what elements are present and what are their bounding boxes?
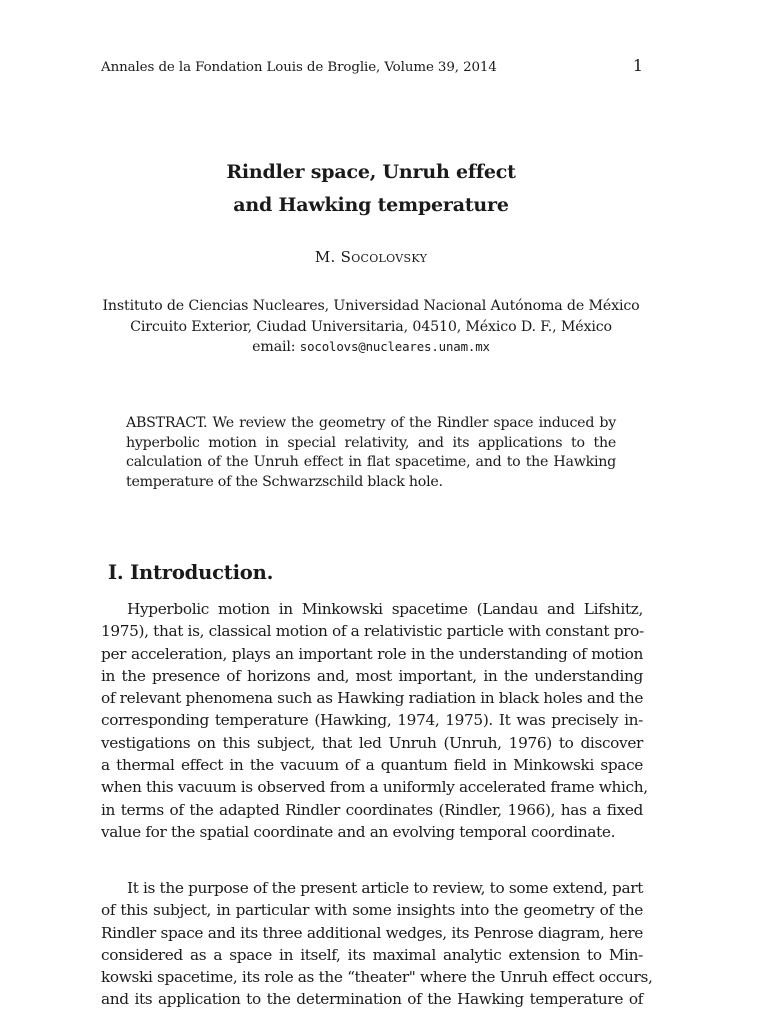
paragraph-line: when this vacuum is observed from a uniformly accelerated frame which,	[101, 778, 648, 797]
paragraph-line: corresponding temperature (Hawking, 1974, 1975). It was precisely in-	[101, 711, 643, 730]
body-paragraph-2	[101, 877, 653, 1011]
title-line-2: and Hawking temperature	[233, 194, 509, 216]
paragraph-line: per acceleration, plays an important role in the understanding of motion	[101, 644, 643, 663]
paragraph-line: kowski spacetime, its role as the “theater" where the Unruh effect occurs,	[101, 968, 653, 987]
paragraph-line: Hyperbolic motion in Minkowski spacetime (Landau and Lifshitz,	[127, 600, 643, 618]
section-heading: I. Introduction.	[108, 561, 274, 584]
journal-citation: Annales de la Fondation Louis de Broglie, Volume 39, 2014	[101, 60, 497, 75]
page-number: 1	[632, 56, 643, 75]
paragraph-line: considered as a space in itself, its maximal analytic extension to Min-	[101, 945, 643, 964]
paragraph-line: It is the purpose of the present article to review, to some extend, part	[127, 879, 644, 897]
paragraph-line: a thermal effect in the vacuum of a quantum field in Minkowski space	[101, 756, 643, 775]
email-line	[0, 337, 742, 358]
affiliation-line-2: Circuito Exterior, Ciudad Universitaria, 04510, México D. F., México	[130, 318, 612, 335]
affiliation-line-1: Instituto de Ciencias Nucleares, Universidad Nacional Autónoma de México	[102, 298, 640, 314]
body-paragraph-1	[101, 598, 648, 843]
paragraph-line: 1975), that is, classical motion of a relativistic particle with constant pro-	[101, 622, 644, 641]
title-line-1: Rindler space, Unruh effect	[226, 161, 516, 183]
paper-title	[0, 156, 742, 222]
paragraph-line: of this subject, in particular with some insights into the geometry of the	[101, 901, 643, 920]
paragraph-line: and its application to the determination of the Hawking temperature of	[101, 990, 643, 1009]
running-header	[101, 58, 643, 80]
abstract: ABSTRACT. We review the geometry of the Rindler space induced by hyperbolic motion in special relativity, and its applications to the calculation of the Unruh effect in flat spacetime, and to the Hawking temperature of the Schwarzschild black hole.	[126, 415, 616, 490]
paragraph-line: of relevant phenomena such as Hawking radiation in black holes and the	[101, 689, 644, 708]
paragraph-line: value for the spatial coordinate and an evolving temporal coordinate.	[101, 822, 616, 841]
paragraph-line: in the presence of horizons and, most important, in the understanding	[101, 666, 643, 685]
email-address: socolovs@nucleares.unam.mx	[299, 339, 490, 354]
email-label: email:	[252, 339, 296, 355]
paragraph-line: Rindler space and its three additional wedges, its Penrose diagram, here	[101, 923, 643, 942]
paragraph-line: vestigations on this subject, that led Unruh (Unruh, 1976) to discover	[101, 733, 643, 752]
paragraph-line: in terms of the adapted Rindler coordinates (Rindler, 1966), has a fixed	[101, 800, 643, 819]
affiliation	[0, 296, 742, 358]
author-name: M. Socolovsky	[314, 248, 428, 266]
